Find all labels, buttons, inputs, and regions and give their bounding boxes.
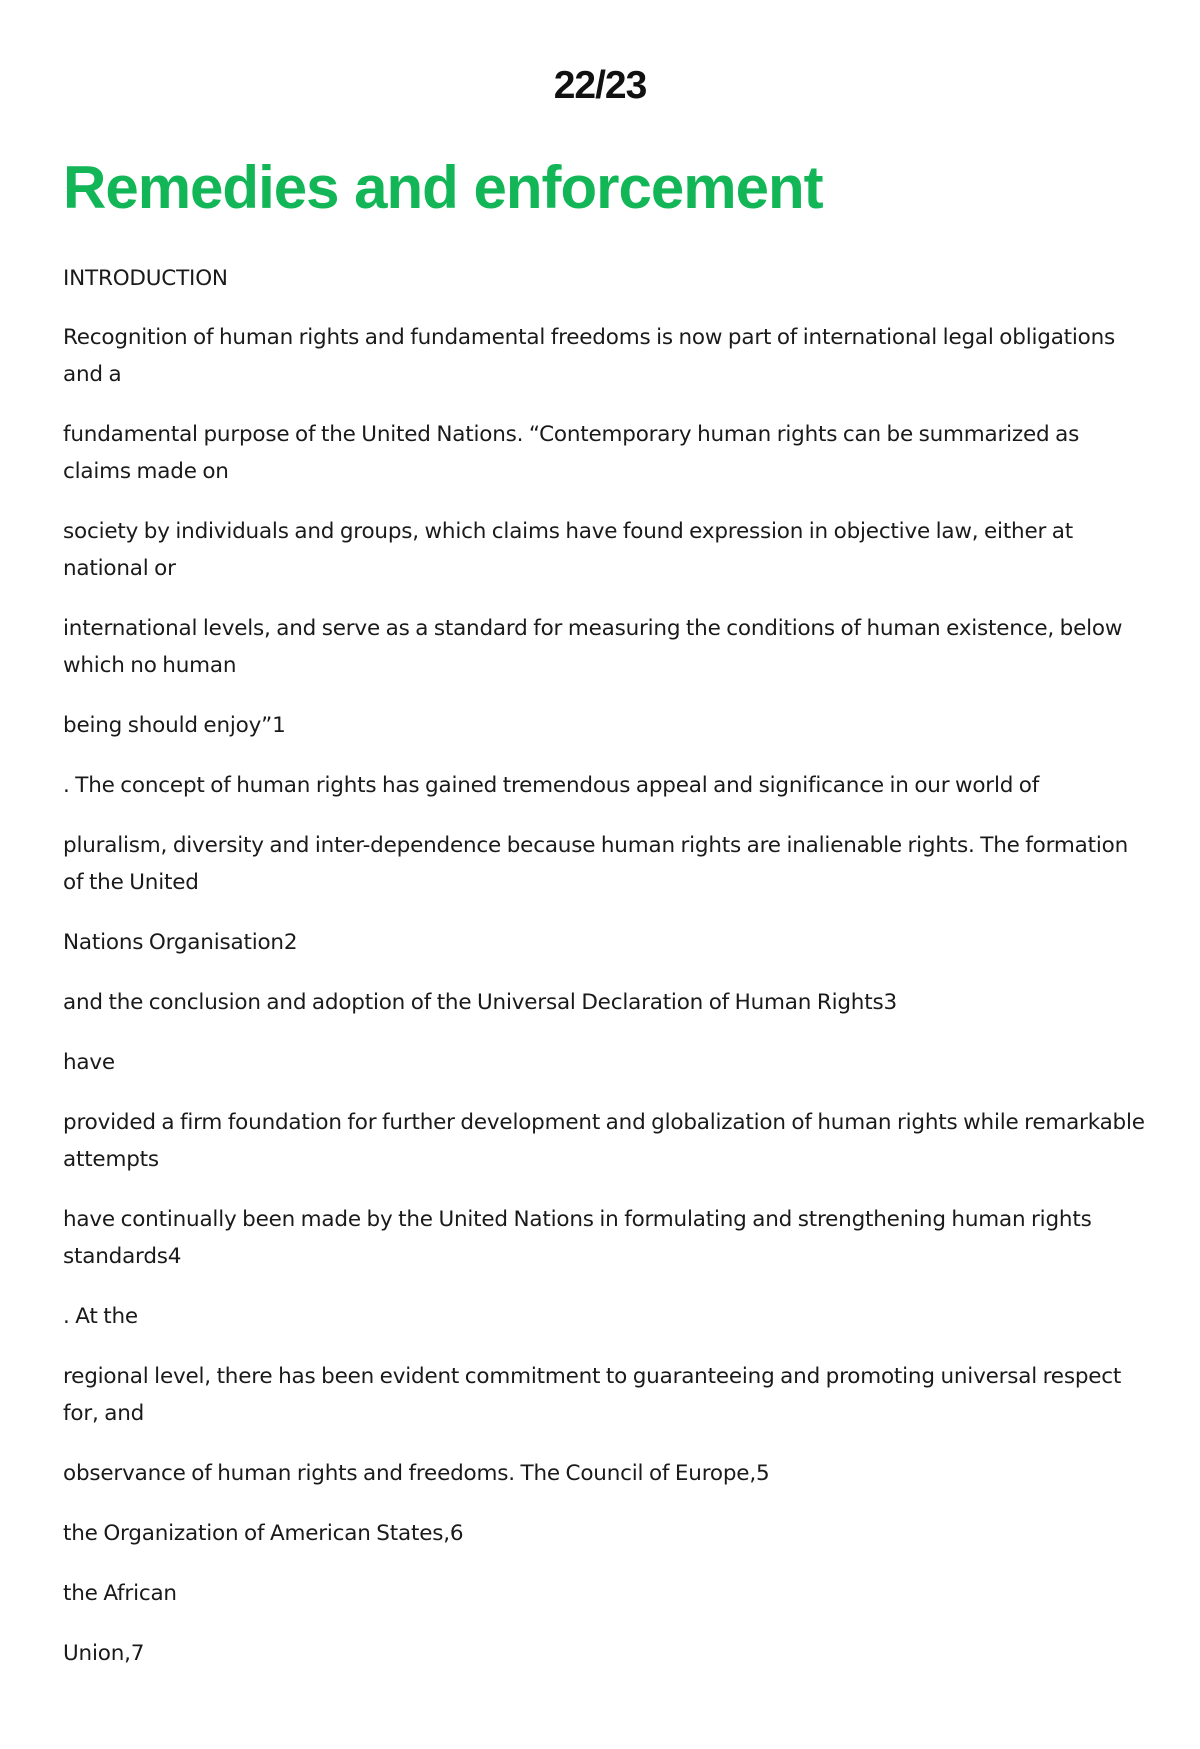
paragraph: fundamental purpose of the United Nations. “Contemporary human rights can be summarized as claims made on <box>63 422 1080 484</box>
paragraph: the Organization of American States,6 <box>63 1521 464 1546</box>
paragraph: have <box>63 1050 115 1075</box>
page-number: 22/23 <box>553 64 647 107</box>
paragraph: Union,7 <box>63 1641 145 1666</box>
paragraph: being should enjoy”1 <box>63 713 286 738</box>
paragraph: . At the <box>63 1304 138 1329</box>
section-heading: INTRODUCTION <box>63 266 228 291</box>
paragraph: society by individuals and groups, which claims have found expression in objective law, either at national or <box>63 519 1073 581</box>
paragraph: Nations Organisation2 <box>63 930 298 955</box>
paragraph: observance of human rights and freedoms. The Council of Europe,5 <box>63 1461 770 1486</box>
paragraph: . The concept of human rights has gained tremendous appeal and significance in our world of <box>63 773 1040 798</box>
paragraph: provided a firm foundation for further development and globalization of human rights while remarkable attempts <box>63 1110 1145 1172</box>
paragraph: pluralism, diversity and inter-dependence because human rights are inalienable rights. The formation of the United <box>63 833 1128 895</box>
paragraph: Recognition of human rights and fundamental freedoms is now part of international legal obligations and a <box>63 325 1116 387</box>
paragraph: have continually been made by the United Nations in formulating and strengthening human rights standards4 <box>63 1207 1092 1269</box>
paragraph: regional level, there has been evident commitment to guaranteeing and promoting universal respect for, and <box>63 1364 1122 1426</box>
document-body <box>63 260 1148 1695</box>
document-title: Remedies and enforcement <box>63 154 823 221</box>
paragraph: the African <box>63 1581 177 1606</box>
paragraph: and the conclusion and adoption of the Universal Declaration of Human Rights3 <box>63 990 897 1015</box>
paragraph: international levels, and serve as a standard for measuring the conditions of human existence, below which no human <box>63 616 1123 678</box>
